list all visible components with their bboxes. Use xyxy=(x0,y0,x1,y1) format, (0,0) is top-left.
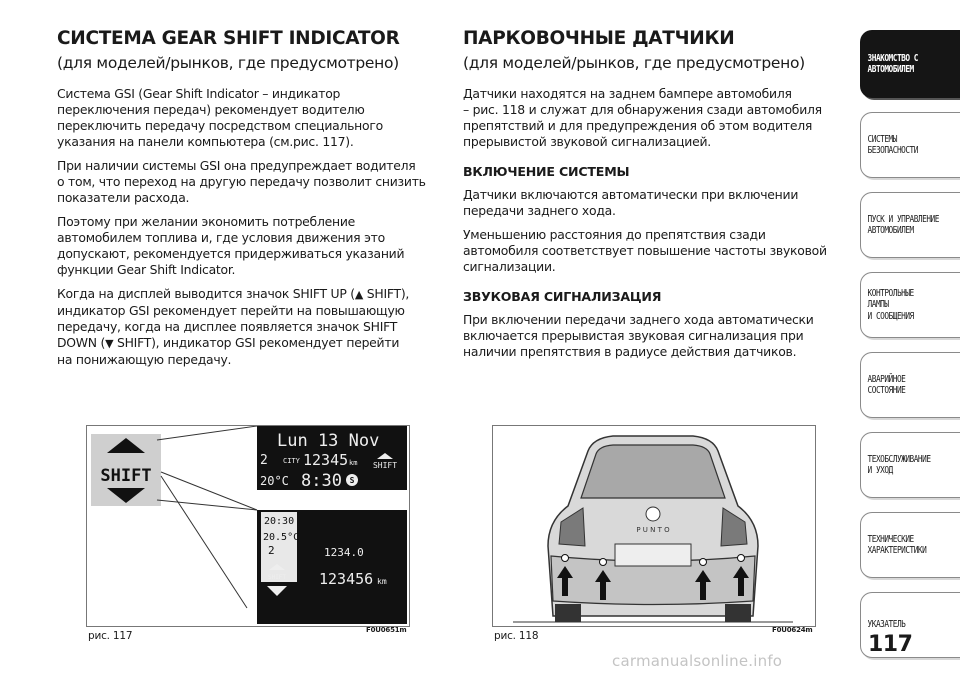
display-1-city: CITY xyxy=(283,457,300,465)
rear-window xyxy=(581,445,725,498)
shift-down-icon: ▼ xyxy=(105,337,114,350)
parking-sensor-icon xyxy=(600,559,607,566)
gsi-p4-part-c: SHIFT), индикатор GSI рекомендует перейти на понижающую передачу. xyxy=(57,335,400,367)
display-1-gear: 2 xyxy=(260,453,268,468)
tab-label: ПУСК И УПРАВЛЕНИЕ АВТОМОБИЛЕМ xyxy=(867,213,939,236)
left-column xyxy=(57,28,437,376)
tab-start-driving[interactable] xyxy=(860,192,960,258)
tab-maintenance[interactable] xyxy=(860,432,960,498)
shift-up-icon: ▲ xyxy=(354,288,364,301)
tab-label: ТЕХНИЧЕСКИЕ ХАРАКТЕРИСТИКИ xyxy=(867,533,927,556)
display-2-odometer: 123456 xyxy=(319,570,374,588)
display-1-odometer: 12345 xyxy=(303,451,349,469)
figure-117-code: F0U0651m xyxy=(366,626,407,634)
license-plate xyxy=(615,544,691,566)
parking-paragraph-2: Датчики включаются автоматически при включении передачи заднего хода. xyxy=(463,187,799,218)
figure-118-caption: рис. 118 xyxy=(494,630,539,642)
display-2-trip: 1234.0 xyxy=(324,546,364,559)
gsi-paragraph-3: Поэтому при желании экономить потребление автомобилем топлива и, где условия движения это допускают, рекомендуется придерживаться указаний функции Gear Shift Indicator. xyxy=(57,214,405,277)
right-wheel xyxy=(725,604,751,622)
tab-specifications[interactable] xyxy=(860,512,960,578)
display-1-shift: SHIFT xyxy=(372,461,398,470)
callout-line xyxy=(161,472,257,510)
gsi-title: СИСТЕМА GEAR SHIFT INDICATOR xyxy=(57,28,400,49)
right-column xyxy=(463,28,835,368)
watermark: carmanualsonline.info xyxy=(612,652,783,670)
page-number: 117 xyxy=(868,632,913,657)
display-2-gear: 2 xyxy=(268,544,275,557)
parking-sensor-icon xyxy=(738,555,745,562)
parking-sensor-icon xyxy=(562,555,569,562)
callout-line xyxy=(157,500,257,510)
gsi-p4-part-b: SHIFT), индикатор GSI рекомендует перейти на повышающую передачу, когда на дисплее появляется значок SHIFT DOWN ( xyxy=(57,286,410,350)
tab-label: УКАЗАТЕЛЬ xyxy=(867,619,906,631)
section-heading-activation: ВКЛЮЧЕНИЕ СИСТЕМЫ xyxy=(463,164,630,179)
display-1-km: km xyxy=(349,459,358,467)
gsi-paragraph-2: При наличии системы GSI она предупреждает водителя о том, что переход на другую передачу позволит снизить показатели расхода. xyxy=(57,158,426,205)
figure-117-gsi-display xyxy=(86,425,410,627)
brand-name: P U N T O xyxy=(636,526,670,534)
shift-label: SHIFT xyxy=(100,466,152,486)
parking-subtitle: (для моделей/рынков, где предусмотрено) xyxy=(463,54,805,72)
gsi-illustration xyxy=(87,426,409,626)
tab-vehicle-intro[interactable] xyxy=(860,30,960,98)
display-1-s: S xyxy=(349,476,355,485)
gsi-subtitle: (для моделей/рынков, где предусмотрено) xyxy=(57,54,399,72)
figure-118-code: F0U0624m xyxy=(772,626,813,634)
parking-paragraph-3: Уменьшению расстояния до препятствия сзади автомобиля соответствует повышение частоты звуковой сигнализации. xyxy=(463,227,827,274)
display-2-temperature: 20.5°C xyxy=(263,532,300,543)
parking-title: ПАРКОВОЧНЫЕ ДАТЧИКИ xyxy=(463,28,735,49)
display-1-time: 8:30 xyxy=(301,471,342,491)
gsi-paragraph-4 xyxy=(57,286,437,368)
gsi-p4-part-a: Когда на дисплей выводится значок SHIFT UP ( xyxy=(57,286,355,301)
tab-warning-lights[interactable] xyxy=(860,272,960,338)
brand-logo-icon xyxy=(646,507,660,521)
display-2-km: km xyxy=(377,577,387,586)
tab-label: АВАРИЙНОЕ СОСТОЯНИЕ xyxy=(867,373,906,396)
tab-safety-systems[interactable] xyxy=(860,112,960,178)
gsi-paragraph-1: Система GSI (Gear Shift Indicator – индикатор переключения передач) рекомендует водителю переключить передачу посредством специального указания на панели компьютера (см.рис. 117). xyxy=(57,86,383,149)
display-1-date: Lun 13 Nov xyxy=(277,431,380,451)
tab-label: КОНТРОЛЬНЫЕ ЛАМПЫ И СООБЩЕНИЯ xyxy=(867,287,914,322)
parking-sensor-icon xyxy=(700,559,707,566)
tab-label: СИСТЕМЫ БЕЗОПАСНОСТИ xyxy=(867,133,918,156)
tab-emergency[interactable] xyxy=(860,352,960,418)
tab-label: ЗНАКОМСТВО С АВТОМОБИЛЕМ xyxy=(867,52,918,75)
callout-line xyxy=(161,476,247,608)
left-wheel xyxy=(555,604,581,622)
display-2-shift: SHIFT xyxy=(267,574,287,581)
tab-label: ТЕХОБСЛУЖИВАНИЕ И УХОД xyxy=(867,453,931,476)
parking-paragraph-4: При включении передачи заднего хода автоматически включается прерывистая звуковая сигнализация при наличии препятствия в радиусе действия датчиков. xyxy=(463,312,814,359)
callout-line xyxy=(157,426,257,440)
display-2-time: 20:30 xyxy=(264,516,295,527)
chapter-sidebar xyxy=(860,30,960,672)
figure-117-caption: рис. 117 xyxy=(88,630,133,642)
figure-118-car-rear xyxy=(492,425,816,627)
section-heading-sound: ЗВУКОВАЯ СИГНАЛИЗАЦИЯ xyxy=(463,289,662,304)
display-1-temperature: 20°C xyxy=(260,474,289,488)
parking-paragraph-1: Датчики находятся на заднем бампере автомобиля – рис. 118 и служат для обнаружения сзади автомобиля препятствий и для предупреждения об этом водителя прерывистой звуковой сигнализацией. xyxy=(463,86,822,149)
car-rear-illustration xyxy=(493,426,815,626)
